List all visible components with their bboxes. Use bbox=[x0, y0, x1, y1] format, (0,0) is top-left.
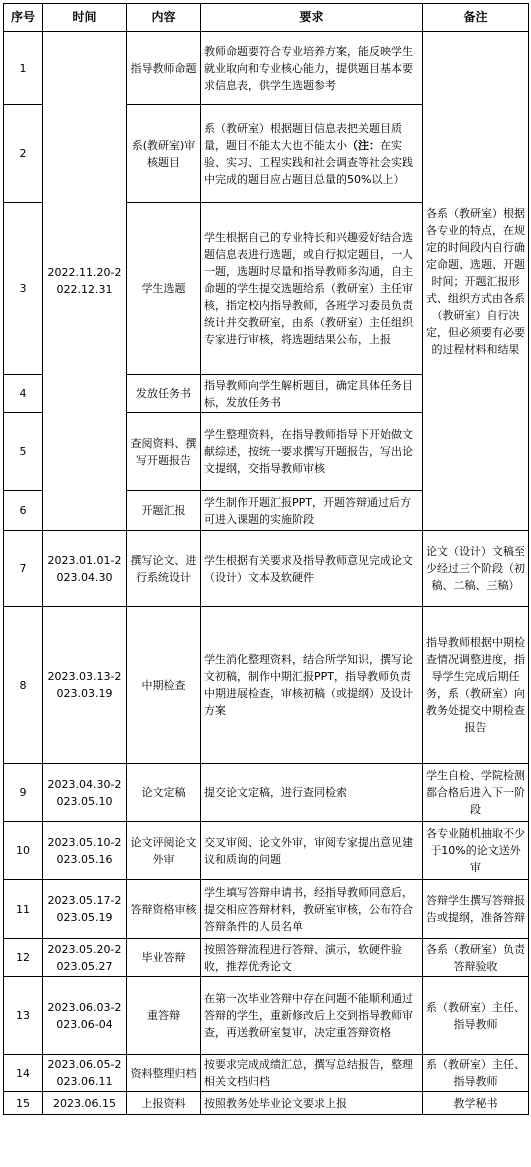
table-row bbox=[4, 880, 529, 939]
requirement-text: 系（教研室）根据题目信息表把关题目质量，题目不能太大也不能太小 bbox=[204, 121, 402, 152]
row-note: 系（教研室）主任、指导教师 bbox=[423, 977, 529, 1055]
row-requirement bbox=[201, 105, 423, 203]
row-content: 资料整理归档 bbox=[127, 1055, 201, 1092]
row-requirement: 教师命题要符合专业培养方案，能反映学生就业取向和专业核心能力，提供题目基本要求信息表，供学生选题参考 bbox=[201, 32, 423, 105]
row-seq: 1 bbox=[4, 32, 43, 105]
row-time: 2023.06.03-2023.06-04 bbox=[43, 977, 127, 1055]
row-requirement: 学生根据自己的专业特长和兴趣爱好结合选题信息表进行选题，或自行拟定题目，一人一题，选题时尽量和指导教师多沟通，自主命题的学生提交选题给系（教研室）主任审核，指定校内指导教师，各班学习委员负责统计并交教研室，由系（教研室）主任组织专家进行审核，将选题结果公布，上报 bbox=[201, 203, 423, 375]
row-note: 学生自检、学院检测都合格后进入下一阶段 bbox=[423, 764, 529, 822]
table-row bbox=[4, 1092, 529, 1115]
header-time: 时间 bbox=[43, 4, 127, 32]
row-requirement: 学生填写答辩申请书，经指导教师同意后，提交相应答辩材料，教研室审核，公布符合答辩条件的人员名单 bbox=[201, 880, 423, 939]
table-row bbox=[4, 764, 529, 822]
row-seq: 14 bbox=[4, 1055, 43, 1092]
row-seq: 13 bbox=[4, 977, 43, 1055]
row-content: 系(教研室)审核题目 bbox=[127, 105, 201, 203]
row-requirement: 学生整理资料，在指导教师指导下开始做文献综述，按统一要求撰写开题报告，写出论文提纲，交指导教师审核 bbox=[201, 413, 423, 491]
row-time: 2023.05.20-2023.05.27 bbox=[43, 939, 127, 977]
table-row bbox=[4, 607, 529, 764]
row-seq: 11 bbox=[4, 880, 43, 939]
table-row bbox=[4, 939, 529, 977]
row-note: 系（教研室）主任、指导教师 bbox=[423, 1055, 529, 1092]
table-row bbox=[4, 32, 529, 105]
row-requirement: 学生根据有关要求及指导教师意见完成论文（设计）文本及软硬件 bbox=[201, 531, 423, 607]
table-row bbox=[4, 822, 529, 880]
row-requirement: 按照答辩流程进行答辩、演示，软硬件验收，推荐优秀论文 bbox=[201, 939, 423, 977]
schedule-table bbox=[3, 3, 529, 1115]
row-requirement: 在第一次毕业答辩中存在问题不能顺利通过答辩的学生，重新修改后上交到指导教师审查，再送教研室复审，决定重答辩资格 bbox=[201, 977, 423, 1055]
row-time: 2023.05.10-2023.05.16 bbox=[43, 822, 127, 880]
row-content: 答辩资格审核 bbox=[127, 880, 201, 939]
row-requirement: 学生制作开题汇报PPT，开题答辩通过后方可进入课题的实施阶段 bbox=[201, 491, 423, 531]
requirement-note-text: 在实验、实习、工程实践和社会调查等社会实践中完成的题目应占题目总量的50%以上） bbox=[204, 138, 413, 186]
row-requirement: 指导教师向学生解析题目，确定具体任务目标，发放任务书 bbox=[201, 375, 423, 413]
row-content: 发放任务书 bbox=[127, 375, 201, 413]
row-content: 指导教师命题 bbox=[127, 32, 201, 105]
row-note: 指导教师根据中期检查情况调整进度，指导学生完成后期任务，系（教研室）向教务处提交中期检查报告 bbox=[423, 607, 529, 764]
row-seq: 3 bbox=[4, 203, 43, 375]
row-time: 2023.01.01-2023.04.30 bbox=[43, 531, 127, 607]
row-time: 2023.06.05-2023.06.11 bbox=[43, 1055, 127, 1092]
row-content: 开题汇报 bbox=[127, 491, 201, 531]
row-seq: 7 bbox=[4, 531, 43, 607]
row-content: 毕业答辩 bbox=[127, 939, 201, 977]
row-note: 各系（教研室）负责答辩验收 bbox=[423, 939, 529, 977]
header-note: 备注 bbox=[423, 4, 529, 32]
row-content: 论文评阅论文外审 bbox=[127, 822, 201, 880]
row-time: 2023.05.17-2023.05.19 bbox=[43, 880, 127, 939]
row-content: 学生选题 bbox=[127, 203, 201, 375]
row-seq: 4 bbox=[4, 375, 43, 413]
row-content: 上报资料 bbox=[127, 1092, 201, 1115]
row-note: 答辩学生撰写答辩报告或提纲，准备答辩 bbox=[423, 880, 529, 939]
row-seq: 6 bbox=[4, 491, 43, 531]
row-note: 教学秘书 bbox=[423, 1092, 529, 1115]
header-requirement: 要求 bbox=[201, 4, 423, 32]
row-time: 2023.04.30-2023.05.10 bbox=[43, 764, 127, 822]
row-requirement: 按要求完成成绩汇总，撰写总结报告，整理相关文档归档 bbox=[201, 1055, 423, 1092]
header-seq: 序号 bbox=[4, 4, 43, 32]
header-content: 内容 bbox=[127, 4, 201, 32]
row-content: 论文定稿 bbox=[127, 764, 201, 822]
row-time-merged: 2022.11.20-2022.12.31 bbox=[43, 32, 127, 531]
row-requirement: 按照教务处毕业论文要求上报 bbox=[201, 1092, 423, 1115]
row-requirement: 交叉审阅、论文外审，审阅专家提出意见建议和质询的问题 bbox=[201, 822, 423, 880]
row-seq: 12 bbox=[4, 939, 43, 977]
row-time: 2023.06.15 bbox=[43, 1092, 127, 1115]
row-seq: 9 bbox=[4, 764, 43, 822]
row-seq: 10 bbox=[4, 822, 43, 880]
row-content: 重答辩 bbox=[127, 977, 201, 1055]
row-content: 查阅资料、撰写开题报告 bbox=[127, 413, 201, 491]
row-requirement: 学生消化整理资料，结合所学知识，撰写论文初稿，制作中期汇报PPT，指导教师负责中期进展检查，审核初稿（或提纲）及设计方案 bbox=[201, 607, 423, 764]
row-seq: 8 bbox=[4, 607, 43, 764]
row-note: 各专业随机抽取不少于10%的论文送外审 bbox=[423, 822, 529, 880]
header-row bbox=[4, 4, 529, 32]
row-seq: 2 bbox=[4, 105, 43, 203]
row-seq: 15 bbox=[4, 1092, 43, 1115]
row-seq: 5 bbox=[4, 413, 43, 491]
row-note-merged: 各系（教研室）根据各专业的特点，在规定的时间段内自行确定命题、选题、开题时间；开题汇报形式、组织方式由各系（教研室）自行决定，但必须要有必要的过程材料和结果 bbox=[423, 32, 529, 531]
row-note: 论文（设计）文稿至少经过三个阶段（初稿、二稿、三稿） bbox=[423, 531, 529, 607]
table-row bbox=[4, 531, 529, 607]
table-row bbox=[4, 1055, 529, 1092]
row-content: 撰写论文、进行系统设计 bbox=[127, 531, 201, 607]
row-content: 中期检查 bbox=[127, 607, 201, 764]
requirement-note-label: （注： bbox=[347, 138, 380, 152]
row-requirement: 提交论文定稿，进行查同检索 bbox=[201, 764, 423, 822]
row-time: 2023.03.13-2023.03.19 bbox=[43, 607, 127, 764]
table-row bbox=[4, 977, 529, 1055]
